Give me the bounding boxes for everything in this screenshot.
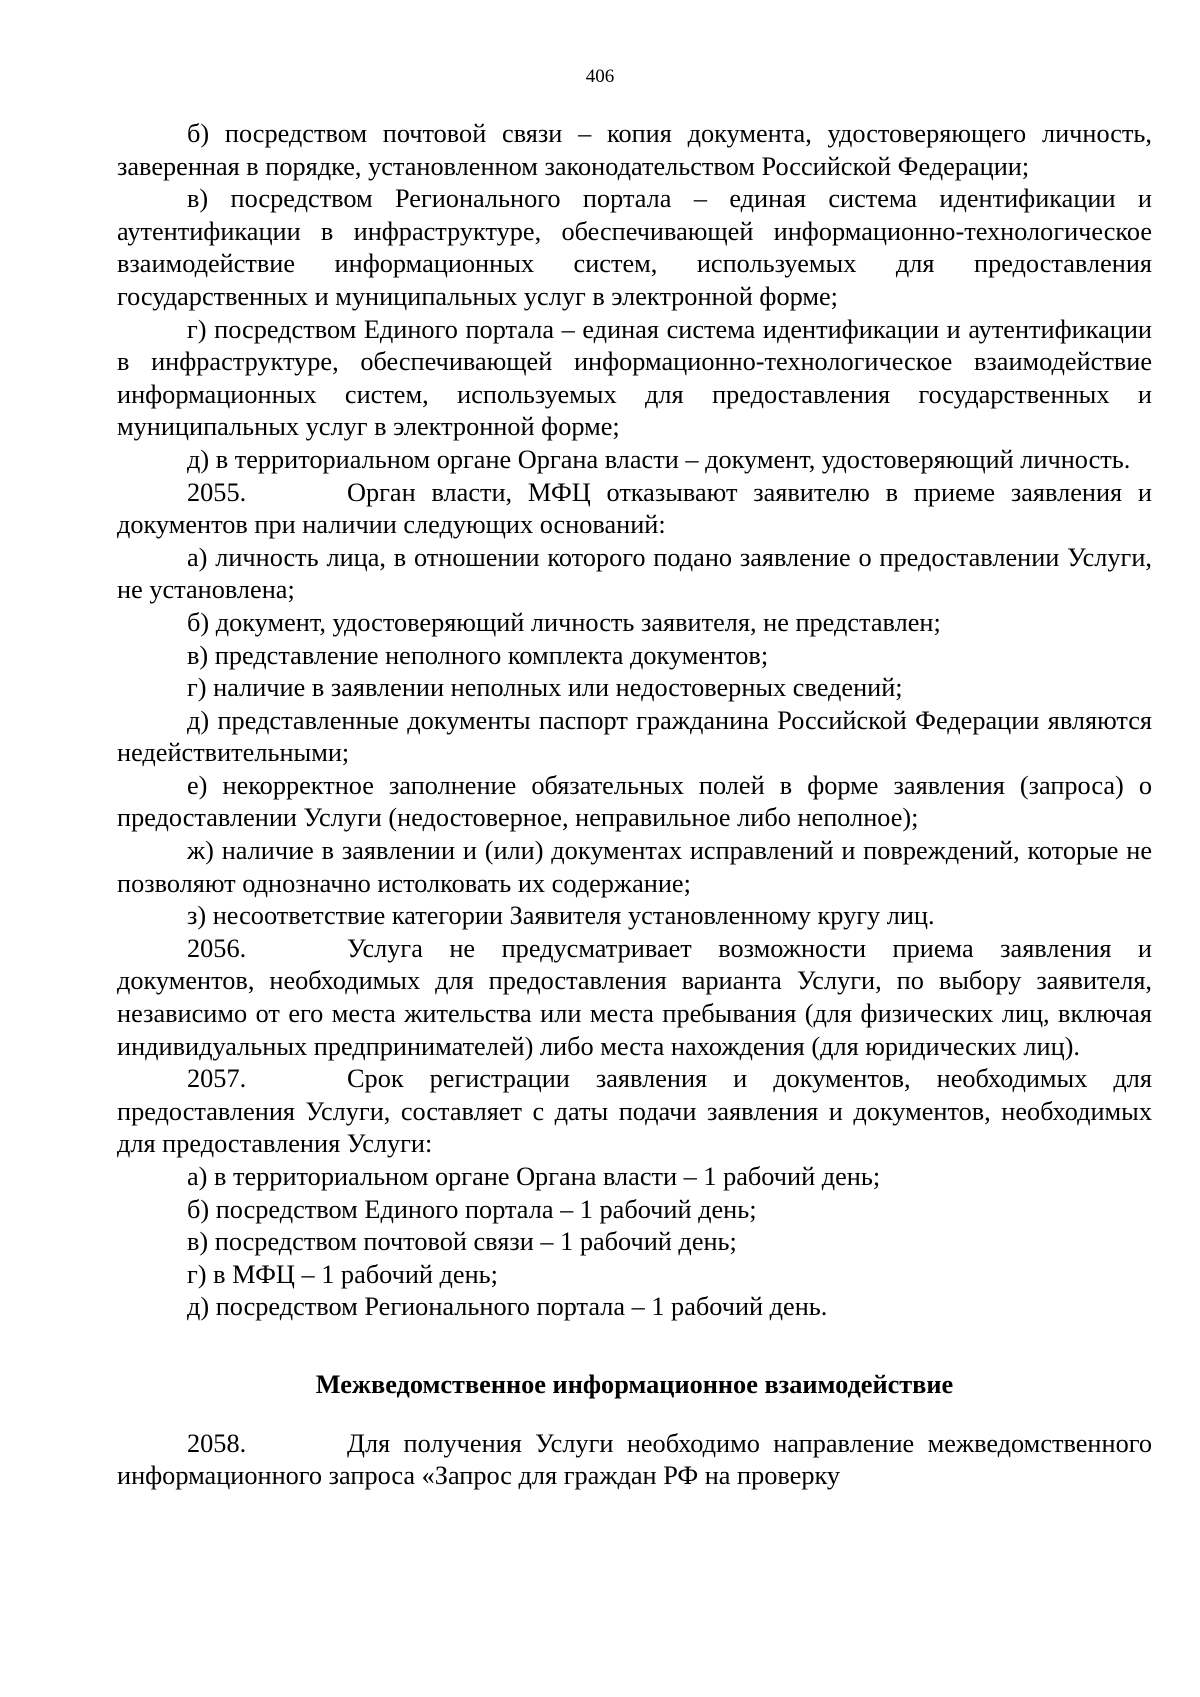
body-paragraph (117, 542, 1152, 607)
body-paragraph (117, 118, 1152, 183)
clause-number: 2055. (187, 477, 247, 507)
body-paragraph (117, 1161, 1152, 1194)
clause-number: 2058. (187, 1428, 247, 1458)
body-paragraph (117, 477, 1152, 542)
paragraph-text: а) личность лица, в отношении которого подано заявление о предоставлении Услуги, не установлена; (117, 542, 1152, 605)
body-paragraph (117, 607, 1152, 640)
paragraphs-bottom (117, 1428, 1152, 1493)
paragraphs-top (117, 118, 1152, 1324)
body-paragraph (117, 770, 1152, 835)
paragraph-text: Услуга не предусматривает возможности приема заявления и документов, необходимых для предоставления варианта Услуги, по выбору заявителя, независимо от его места жительства или места пребывания (для физических лиц, включая индивидуальных предпринимателей) либо места нахождения (для юридических лиц). (117, 933, 1152, 1061)
paragraph-text: Орган власти, МФЦ отказывают заявителю в приеме заявления и документов при наличии следующих оснований: (117, 477, 1152, 540)
body-paragraph (117, 314, 1152, 444)
body-paragraph (117, 672, 1152, 705)
body-paragraph (117, 835, 1152, 900)
body-paragraph (117, 1194, 1152, 1227)
paragraph-text: Для получения Услуги необходимо направление межведомственного информационного запроса «Запрос для граждан РФ на проверку (117, 1428, 1152, 1491)
body-paragraph (117, 900, 1152, 933)
body-paragraph (117, 1226, 1152, 1259)
paragraph-text: д) посредством Регионального портала – 1 рабочий день. (187, 1292, 828, 1322)
paragraph-text: а) в территориальном органе Органа власти – 1 рабочий день; (187, 1162, 881, 1191)
paragraph-text: г) посредством Единого портала – единая система идентификации и аутентификации в инфраструктуре, обеспечивающей информационно-технологическое взаимодействие информационных систем, используемых для предоставления государственных и муниципальных услуг в электронной форме; (117, 314, 1152, 442)
clause-number: 2057. (187, 1064, 247, 1094)
paragraph-text: г) в МФЦ – 1 рабочий день; (187, 1259, 498, 1289)
clause-number: 2056. (187, 933, 247, 963)
body-paragraph (117, 1063, 1152, 1161)
paragraph-text: з) несоответствие категории Заявителя установленному кругу лиц. (187, 901, 935, 931)
document-body (117, 118, 1152, 1493)
body-paragraph (117, 640, 1152, 673)
body-paragraph (117, 1259, 1152, 1292)
paragraph-text: Срок регистрации заявления и документов, необходимых для предоставления Услуги, составляет с даты подачи заявления и документов, необходимых для предоставления Услуги: (117, 1064, 1152, 1159)
paragraph-text: е) некорректное заполнение обязательных полей в форме заявления (запроса) о предоставлении Услуги (недостоверное, неправильное либо неполное); (117, 770, 1152, 833)
paragraph-text: д) представленные документы паспорт гражданина Российской Федерации являются недействительными; (117, 705, 1152, 768)
paragraph-text: б) документ, удостоверяющий личность заявителя, не представлен; (187, 607, 941, 637)
section-heading: Межведомственное информационное взаимодействие (315, 1369, 954, 1399)
paragraph-text: в) посредством Регионального портала – единая система идентификации и аутентификации в инфраструктуре, обеспечивающей информационно-технологическое взаимодействие информационных систем, используемых для предоставления государственных и муниципальных услуг в электронной форме; (117, 184, 1152, 311)
paragraph-text: б) посредством почтовой связи – копия документа, удостоверяющего личность, заверенная в порядке, установленном законодательством Российской Федерации; (117, 119, 1152, 181)
body-paragraph (117, 183, 1152, 313)
body-paragraph (117, 444, 1152, 477)
paragraph-text: д) в территориальном органе Органа власти – документ, удостоверяющий личность. (187, 444, 1131, 474)
page-number: 406 (585, 66, 615, 87)
paragraph-text: г) наличие в заявлении неполных или недостоверных сведений; (187, 673, 903, 703)
paragraph-text: ж) наличие в заявлении и (или) документах исправлений и повреждений, которые не позволяют однозначно истолковать их содержание; (117, 836, 1152, 898)
body-paragraph (117, 1291, 1152, 1324)
body-paragraph (117, 933, 1152, 1063)
paragraph-text: б) посредством Единого портала – 1 рабочий день; (187, 1194, 757, 1224)
body-paragraph (117, 705, 1152, 770)
paragraph-text: в) посредством почтовой связи – 1 рабочий день; (187, 1227, 737, 1257)
body-paragraph (117, 1428, 1152, 1493)
paragraph-text: в) представление неполного комплекта документов; (187, 640, 769, 670)
